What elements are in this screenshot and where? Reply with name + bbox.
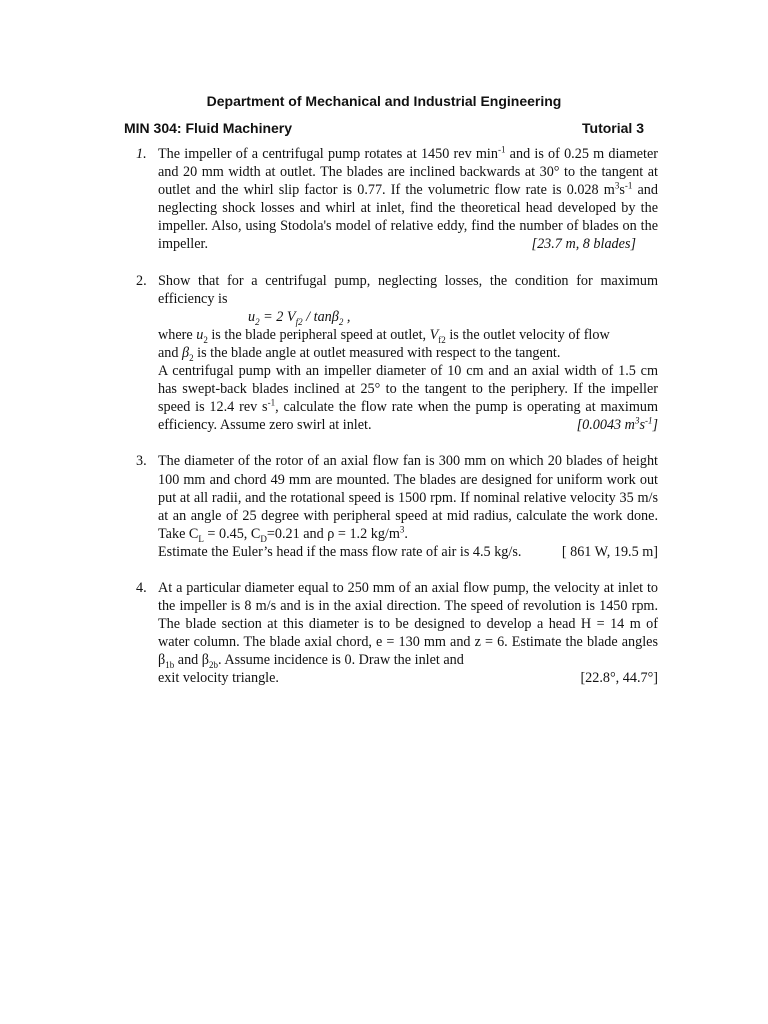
text-segment: =0.21 and ρ = 1.2 kg/m — [266, 525, 400, 542]
subscript: 2 — [189, 352, 194, 363]
problem-number: 3. — [136, 453, 147, 470]
problem-list — [130, 145, 658, 706]
formula-symbol: u — [248, 308, 256, 325]
superscript: 3 — [399, 524, 405, 535]
formula-segment: , — [343, 308, 351, 325]
text-segment: , calculate the flow rate when the pump is operating at maximum efficiency. Assume zero swirl at inlet. — [158, 399, 658, 434]
subscript: f2 — [295, 316, 303, 327]
answer — [577, 416, 658, 434]
superscript: 3 — [634, 415, 640, 426]
superscript: -1 — [267, 397, 276, 408]
problem-number: 2. — [136, 272, 147, 289]
subscript: f2 — [438, 334, 446, 345]
problem-text — [158, 362, 658, 434]
text-segment: . — [404, 525, 408, 542]
text-segment: Estimate the Euler’s head if the mass flow rate of air is 4.5 kg/s. — [158, 543, 522, 560]
text-segment: and neglecting shock losses and whirl at inlet, find the theoretical head developed by the impeller. Also, using Stodola's model of relative eddy, find the number of blades on the impeller. — [158, 182, 658, 253]
formula-segment: / tanβ — [302, 308, 339, 325]
course-title: MIN 304: Fluid Machinery — [124, 120, 293, 136]
problem-4 — [130, 579, 658, 688]
problem-number: 1. — [136, 146, 147, 162]
subscript: D — [260, 533, 267, 544]
text-segment: where — [158, 326, 197, 343]
text-segment: and is of 0.25 m diameter and 20 mm width at outlet. The blades are inclined backwards at 30° to the tangent at outlet and the whirl slip factor is 0.77. If the volumetric flow rate is 0.028 m — [158, 146, 659, 199]
answer-segment: ] — [652, 417, 658, 434]
symbol: u — [196, 326, 204, 343]
problem-text — [158, 452, 658, 542]
problem-1 — [130, 145, 658, 254]
problem-3 — [130, 452, 658, 561]
text-segment: is the blade peripheral speed at outlet, — [207, 326, 430, 343]
tutorial-label: Tutorial 3 — [582, 120, 644, 136]
text-segment: The diameter of the rotor of an axial flow fan is 300 mm on which 20 blades of height 100 mm and chord 49 mm are mounted. The blades are designed for uniform work out put at all radii, and the rotational speed is 1500 rpm. If nominal relative velocity 35 m/s at an angle of 25 degree with peripheral speed at mid radius, calculate the work done. Take C — [158, 453, 658, 542]
subscript: 2 — [255, 316, 260, 327]
last-line-with-answer — [158, 543, 658, 561]
text-segment: and — [158, 344, 183, 361]
subscript: 1b — [165, 660, 175, 671]
text-segment: . Assume incidence is 0. Draw the inlet and — [218, 652, 464, 669]
text-segment: exit velocity triangle. — [158, 670, 279, 687]
text-segment: is the outlet velocity of flow — [445, 326, 610, 343]
department-heading: Department of Mechanical and Industrial Engineering — [206, 93, 562, 109]
problem-number: 4. — [136, 579, 147, 596]
text-segment: At a particular diameter equal to 250 mm of an axial flow pump, the velocity at inlet to the impeller is 8 m/s and is in the axial direction. The speed of revolution is 1450 rpm. The blade section at this diameter is to be designed to develop a head H = 14 m of water column. The blade axial chord, e = 130 mm and z = 6. Estimate the blade angles β — [158, 579, 658, 669]
problem-text — [158, 579, 658, 669]
last-line-with-answer — [158, 669, 658, 687]
text-segment: The impeller of a centrifugal pump rotates at 1450 rev min — [158, 146, 498, 162]
answer: [23.7 m, 8 blades] — [531, 236, 636, 253]
max-efficiency-formula — [158, 308, 658, 326]
text-segment: is the blade angle at outlet measured with respect to the tangent. — [193, 344, 561, 361]
text-segment: s — [619, 182, 625, 199]
superscript: -1 — [644, 415, 653, 426]
subscript: 2b — [209, 660, 219, 671]
superscript: 3 — [614, 180, 620, 191]
subscript: 2 — [203, 334, 208, 345]
problem-intro: Show that for a centrifugal pump, neglecting losses, the condition for maximum efficiency is — [158, 272, 658, 307]
text-segment: = 0.45, C — [203, 525, 261, 542]
text-segment: and β — [174, 652, 210, 669]
problem-text — [158, 145, 658, 254]
subscript: L — [198, 533, 204, 544]
answer-segment: [0.0043 m — [576, 417, 635, 434]
superscript: -1 — [497, 144, 506, 155]
course-header-row — [124, 120, 644, 136]
text-segment: A centrifugal pump with an impeller diameter of 10 cm and an axial width of 1.5 cm has swept-back blades inclined at 25° to the tangent to the periphery. If the impeller speed is 12.4 rev s — [158, 363, 658, 416]
formula-definitions — [158, 326, 658, 362]
superscript: -1 — [624, 180, 633, 191]
symbol: β — [182, 344, 190, 361]
symbol: V — [429, 326, 439, 343]
answer-segment: s — [639, 417, 645, 434]
answer: [ 861 W, 19.5 m] — [561, 543, 658, 560]
subscript: 2 — [338, 316, 344, 327]
formula-segment: = 2 V — [259, 308, 296, 325]
problem-2 — [130, 272, 658, 435]
answer: [22.8°, 44.7°] — [580, 670, 658, 687]
